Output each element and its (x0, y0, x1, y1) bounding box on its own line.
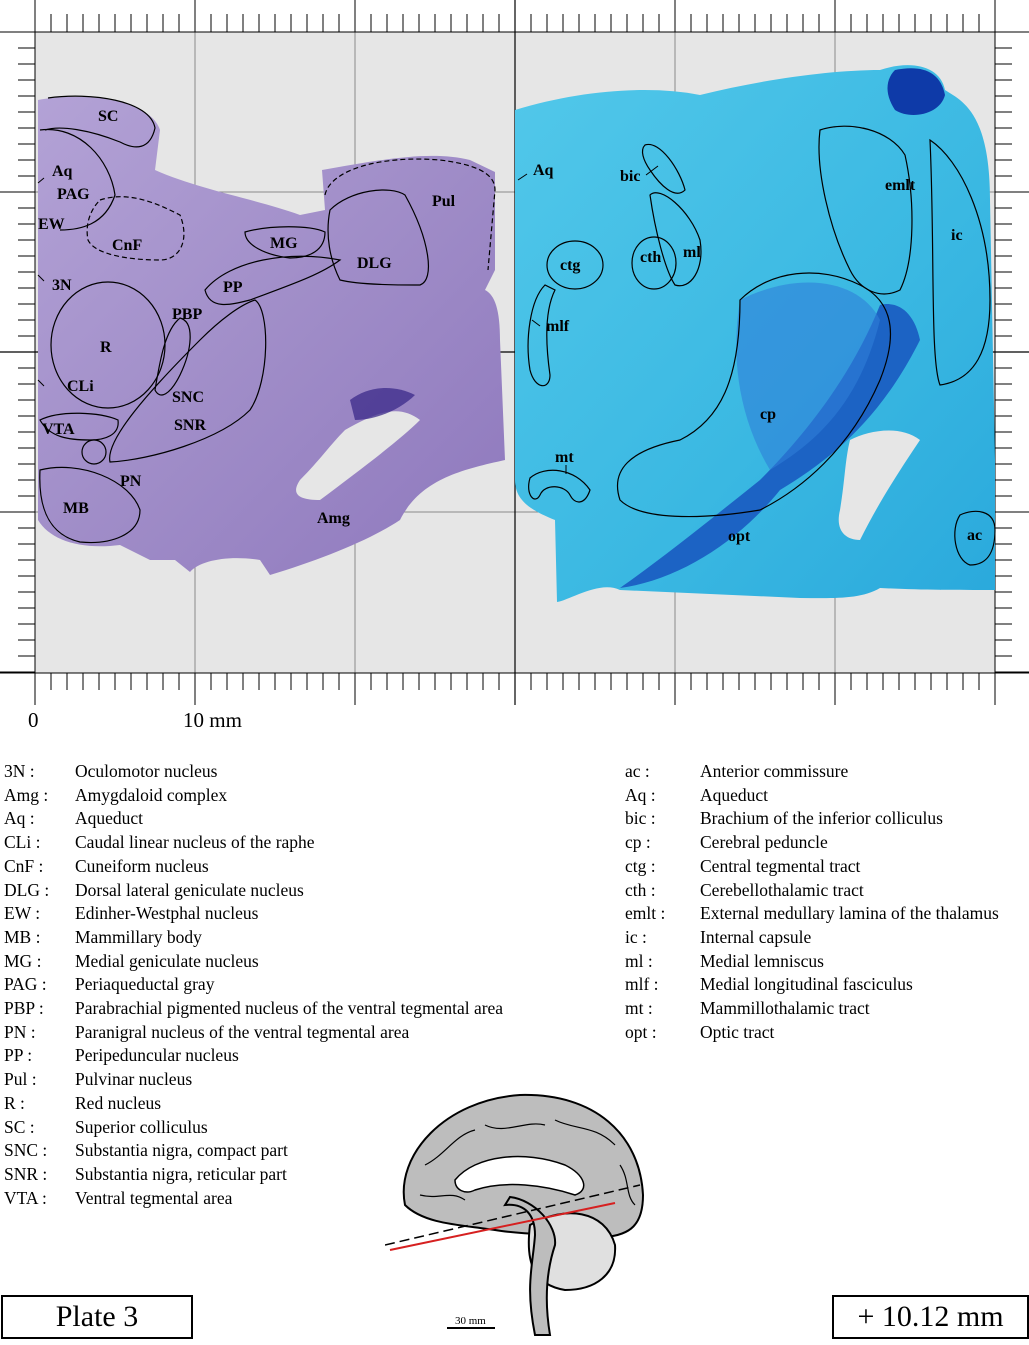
legend-abbr: CLi : (4, 832, 41, 853)
legend-desc: Oculomotor nucleus (75, 761, 218, 781)
legend-desc: Mammillothalamic tract (700, 998, 870, 1019)
label-PBP: PBP (172, 306, 203, 323)
label-ctg: ctg (560, 257, 581, 274)
legend-abbr: Aq : (4, 808, 35, 829)
sagittal-brain-inset (385, 1085, 655, 1345)
legend-desc: Caudal linear nucleus of the raphe (75, 832, 315, 853)
legend-desc: Internal capsule (700, 926, 812, 947)
myelin-section (515, 65, 995, 602)
legend-abbr: SNR : (4, 1163, 48, 1184)
label-Pul: Pul (432, 193, 456, 210)
legend-abbr: 3N : (4, 761, 35, 781)
legend-abbr: SC : (4, 1116, 35, 1137)
label-PN: PN (120, 473, 142, 490)
legend-desc: Substantia nigra, compact part (75, 1140, 288, 1161)
label-Amg: Amg (317, 510, 350, 527)
legend-desc: Ventral tegmental area (75, 1187, 233, 1208)
label-opt: opt (728, 528, 751, 545)
legend-abbr: bic : (625, 808, 656, 829)
legend-row (4, 950, 604, 974)
legend-row (4, 973, 604, 997)
legend-row (625, 831, 1025, 855)
label-Aq: Aq (52, 163, 73, 180)
label-CnF: CnF (112, 237, 143, 254)
legend-row (625, 1021, 1025, 1045)
legend-desc: Central tegmental tract (700, 855, 861, 876)
legend-abbr: SNC : (4, 1140, 48, 1161)
label-emlt: emlt (885, 177, 916, 194)
legend-row (625, 950, 1025, 974)
legend-desc: Medial geniculate nucleus (75, 950, 259, 971)
label-MB: MB (63, 500, 89, 517)
legend-desc: Periaqueductal gray (75, 974, 215, 995)
legend-abbr: ml : (625, 950, 653, 971)
label-PAG: PAG (57, 186, 90, 203)
legend-desc: Pulvinar nucleus (75, 1069, 193, 1090)
legend-abbr: cp : (625, 832, 651, 853)
legend-abbr: Amg : (4, 784, 49, 805)
plate-coordinate-box: + 10.12 mm (832, 1295, 1029, 1339)
label-CLi: CLi (67, 378, 94, 395)
label-mlf: mlf (546, 318, 570, 335)
axis-scale-label: 10 mm (183, 708, 242, 732)
legend-row (625, 973, 1025, 997)
legend-row (4, 784, 604, 808)
legend-abbr: ic : (625, 926, 647, 947)
legend-desc: Aqueduct (700, 784, 769, 805)
legend-abbr: cth : (625, 879, 656, 900)
legend-abbr: Pul : (4, 1069, 37, 1090)
legend-abbr: mt : (625, 998, 653, 1019)
legend-row (4, 1044, 604, 1068)
legend-desc: Paranigral nucleus of the ventral tegmental area (75, 1021, 410, 1042)
legend-row (4, 855, 604, 879)
legend-row (4, 879, 604, 903)
label-MG: MG (270, 235, 298, 252)
legend-desc: Cuneiform nucleus (75, 855, 209, 876)
label-SNR: SNR (174, 417, 207, 434)
legend-desc: Optic tract (700, 1021, 775, 1042)
legend-row (625, 855, 1025, 879)
legend-desc: Parabrachial pigmented nucleus of the ventral tegmental area (75, 998, 504, 1019)
label-mt: mt (555, 449, 574, 466)
legend-row (625, 807, 1025, 831)
legend-abbr: emlt : (625, 903, 666, 924)
label-cth: cth (640, 249, 662, 266)
legend-desc: Mammillary body (75, 926, 202, 947)
legend-row (625, 760, 1025, 784)
label-SNC: SNC (172, 389, 205, 406)
label-SC: SC (98, 108, 119, 125)
legend-row (625, 879, 1025, 903)
legend-row (4, 1021, 604, 1045)
legend-desc: External medullary lamina of the thalamus (700, 903, 999, 924)
label-3N: 3N (52, 277, 72, 294)
label-R: R (100, 339, 112, 356)
label-bic: bic (620, 168, 641, 185)
legend-abbr: MB : (4, 926, 41, 947)
legend-abbr: DLG : (4, 879, 50, 900)
label-ml: ml (683, 244, 701, 261)
legend-abbr: opt : (625, 1021, 657, 1042)
label-DLG: DLG (357, 255, 392, 272)
legend-desc: Red nucleus (75, 1092, 162, 1113)
legend-desc: Medial longitudinal fasciculus (700, 974, 913, 995)
legend-abbr: ac : (625, 761, 650, 781)
legend-desc: Amygdaloid complex (75, 784, 228, 805)
legend-desc: Superior colliculus (75, 1116, 208, 1137)
label-EW: EW (38, 216, 65, 233)
label-ic: ic (951, 227, 963, 244)
legend-abbr: PAG : (4, 974, 47, 995)
legend-row (625, 926, 1025, 950)
label-ac: ac (967, 527, 983, 544)
legend-abbr: ctg : (625, 855, 656, 876)
inset-scale-label: 30 mm (455, 1315, 486, 1327)
legend-abbr: MG : (4, 950, 42, 971)
legend-abbr: Aq : (625, 784, 656, 805)
legend-row (625, 902, 1025, 926)
legend-abbr: VTA : (4, 1187, 47, 1208)
legend-row (4, 760, 604, 784)
label-VTA: VTA (42, 421, 75, 438)
legend-desc: Dorsal lateral geniculate nucleus (75, 879, 304, 900)
legend-row (625, 784, 1025, 808)
legend-desc: Cerebral peduncle (700, 832, 828, 853)
label-aq-myelin: Aq (533, 162, 554, 179)
legend-right (625, 760, 1025, 1044)
legend-row (4, 997, 604, 1021)
legend-desc: Peripeduncular nucleus (75, 1045, 239, 1066)
legend-desc: Substantia nigra, reticular part (75, 1163, 287, 1184)
label-PP: PP (223, 279, 243, 296)
legend-desc: Anterior commissure (700, 761, 849, 781)
legend-abbr: PN : (4, 1021, 36, 1042)
legend-abbr: EW : (4, 903, 41, 924)
legend-abbr: PBP : (4, 998, 44, 1019)
axis-origin-label: 0 (28, 708, 39, 732)
legend-row (4, 831, 604, 855)
legend-desc: Brachium of the inferior colliculus (700, 808, 943, 829)
legend-row (4, 807, 604, 831)
legend-abbr: PP : (4, 1045, 33, 1066)
legend-abbr: CnF : (4, 855, 44, 876)
legend-row (625, 997, 1025, 1021)
plate-label-box: Plate 3 (1, 1295, 193, 1339)
legend-desc: Aqueduct (75, 808, 144, 829)
label-cp: cp (760, 406, 776, 423)
legend-desc: Edinher-Westphal nucleus (75, 903, 259, 924)
legend-desc: Cerebellothalamic tract (700, 879, 864, 900)
legend-abbr: mlf : (625, 974, 659, 995)
legend-row (4, 926, 604, 950)
legend-abbr: R : (4, 1092, 25, 1113)
legend-desc: Medial lemniscus (700, 950, 824, 971)
legend-row (4, 902, 604, 926)
